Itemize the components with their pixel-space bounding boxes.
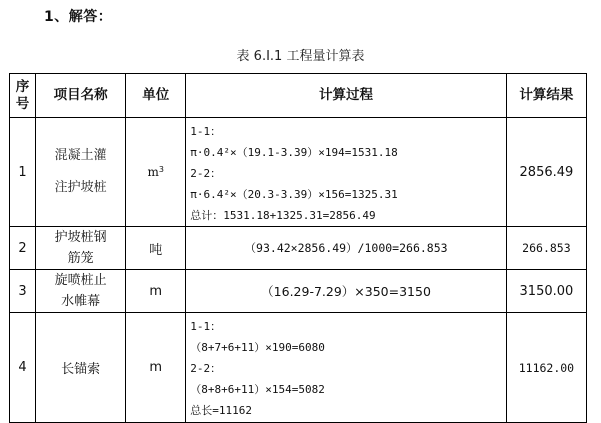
cell-no: 4 — [10, 313, 36, 423]
process-line: π·6.4²×（20.3-3.39）×156=1325.31 — [190, 188, 398, 201]
cell-name-line2: 筋笼 — [67, 251, 94, 266]
cell-process: （93.42×2856.49）/1000=266.853 — [186, 227, 507, 270]
cell-name-line2: 注护坡桩 — [54, 180, 107, 195]
process-line: （8+7+6+11）×190=6080 — [190, 341, 325, 354]
header-result: 计算结果 — [506, 74, 586, 118]
cell-process: （16.29-7.29）×350=3150 — [186, 270, 507, 313]
process-line: 总长=11162 — [190, 404, 253, 417]
table-caption: 表 6.I.1 工程量计算表 — [236, 49, 365, 64]
cell-name-line1: 旋喷桩止 — [54, 273, 107, 288]
cell-no: 2 — [10, 227, 36, 270]
header-seq-line2: 号 — [15, 95, 30, 112]
cell-result: 11162.00 — [506, 313, 586, 423]
cell-name-line2: 水帷幕 — [61, 294, 101, 309]
process-line: （8+8+6+11）×154=5082 — [190, 383, 325, 396]
process-line: 1-1： — [190, 320, 222, 333]
cell-unit: 吨 — [126, 227, 186, 270]
header-process: 计算过程 — [186, 74, 507, 118]
answer-heading: 1、解答： — [44, 9, 113, 25]
cell-unit-text: m — [147, 164, 159, 179]
cell-name-line1: 护坡桩钢 — [54, 230, 107, 245]
header-name: 项目名称 — [36, 74, 126, 118]
cell-result: 3150.00 — [506, 270, 586, 313]
cell-no: 3 — [10, 270, 36, 313]
process-line: 1-1： — [190, 125, 222, 138]
cell-name-line1: 混凝土灌 — [54, 148, 107, 163]
cell-process — [186, 118, 507, 227]
cell-unit: m — [126, 313, 186, 423]
header-unit: 单位 — [126, 74, 186, 118]
quantity-calculation-table — [9, 73, 587, 423]
header-seq-line1: 序 — [15, 78, 30, 95]
cell-unit — [126, 118, 186, 227]
table-header-row — [10, 74, 587, 118]
cell-name — [36, 270, 126, 313]
header-seq — [10, 74, 36, 118]
process-line: 总计：1531.18+1325.31=2856.49 — [190, 209, 376, 222]
cell-result: 2856.49 — [506, 118, 586, 227]
cell-name — [36, 227, 126, 270]
table-row — [10, 118, 587, 227]
process-line: π·0.4²×（19.1-3.39）×194=1531.18 — [190, 146, 398, 159]
cell-process — [186, 313, 507, 423]
cell-result: 266.853 — [506, 227, 586, 270]
cell-name — [36, 118, 126, 227]
process-line: 2-2： — [190, 167, 222, 180]
cell-unit: m — [126, 270, 186, 313]
cell-name: 长锚索 — [36, 313, 126, 423]
cell-no: 1 — [10, 118, 36, 227]
cell-unit-sup: 3 — [158, 164, 164, 174]
process-line: 2-2： — [190, 362, 222, 375]
table-row — [10, 227, 587, 270]
table-row — [10, 270, 587, 313]
table-row — [10, 313, 587, 423]
